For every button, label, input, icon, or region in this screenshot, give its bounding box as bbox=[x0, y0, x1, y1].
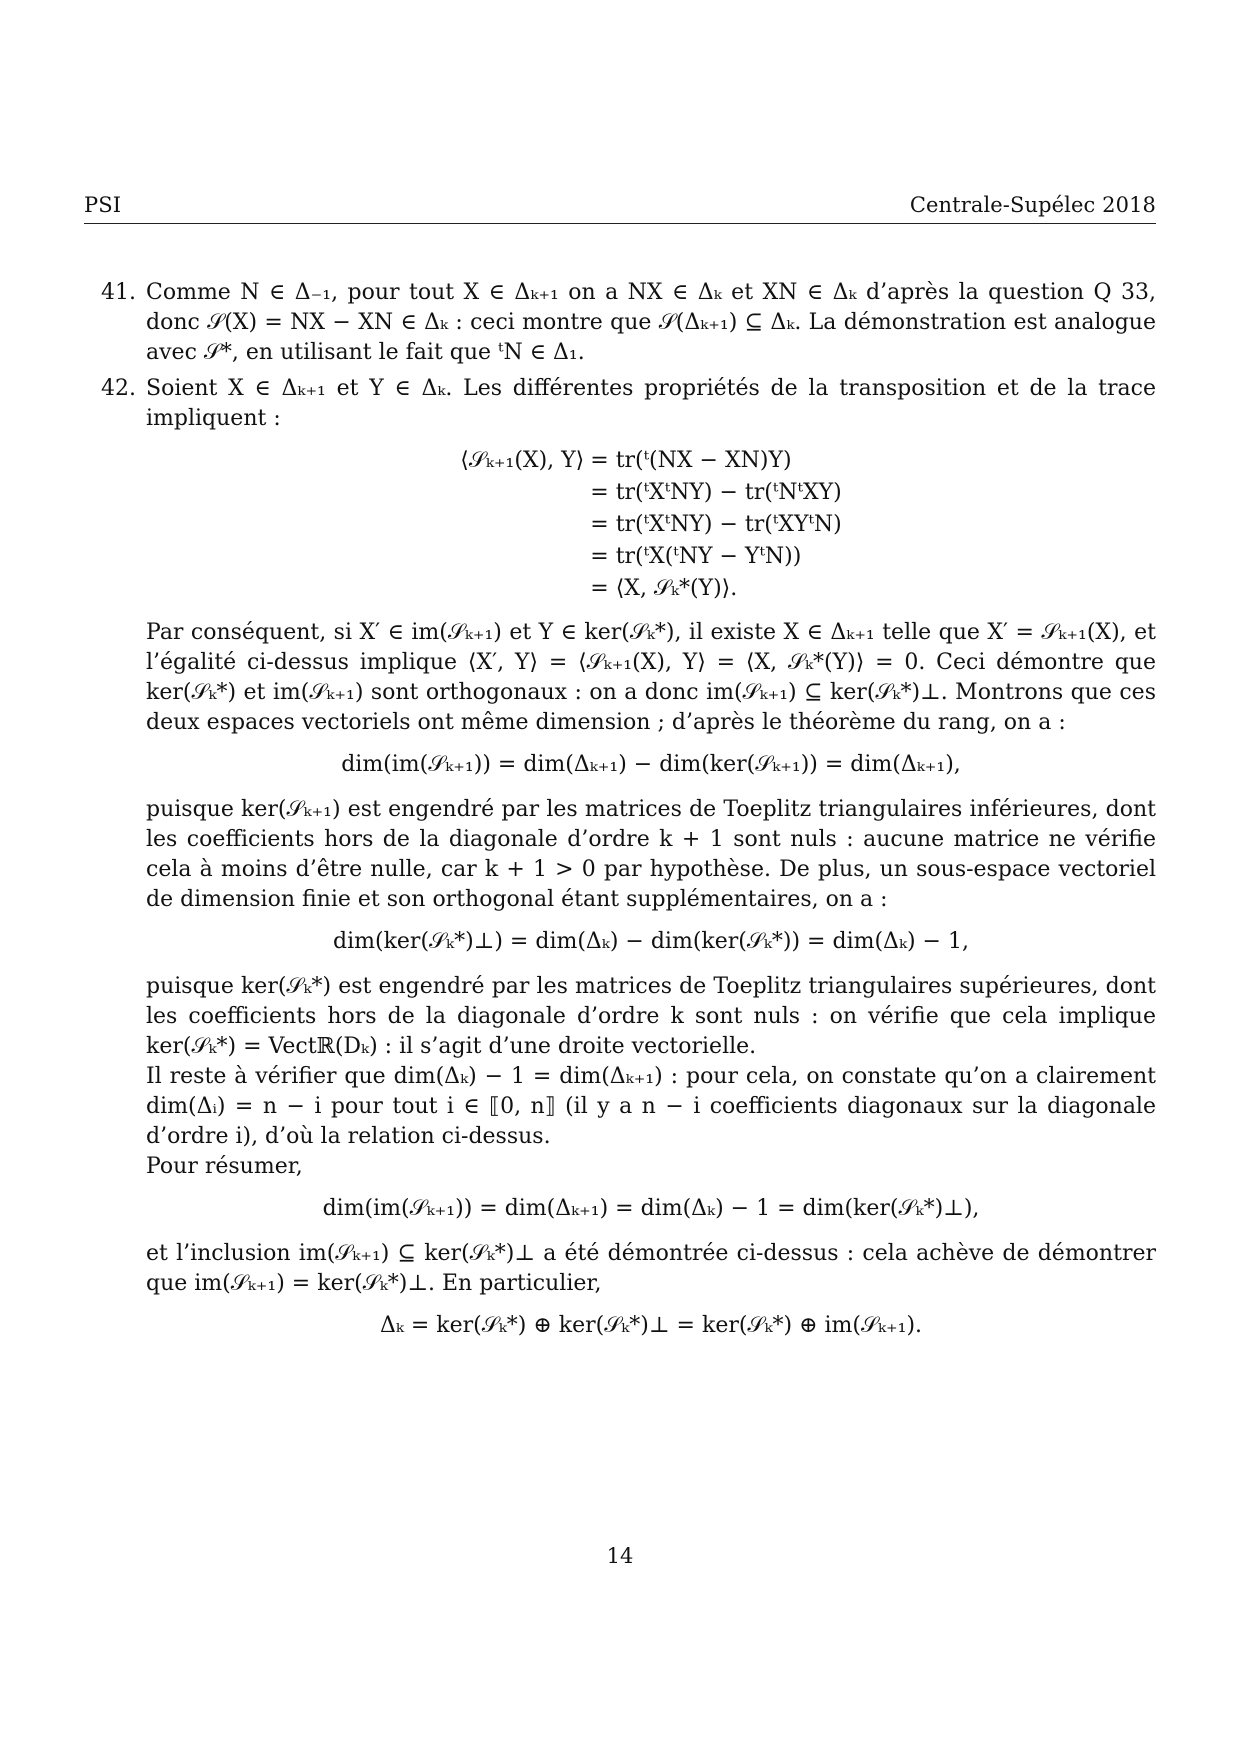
header-left: PSI bbox=[84, 193, 122, 217]
eq-rhs: = tr(ᵗXᵗNY) − tr(ᵗXYᵗN) bbox=[590, 512, 842, 537]
eq-lhs bbox=[460, 574, 584, 604]
paragraph: et l’inclusion im(𝒮ₖ₊₁) ⊆ ker(𝒮ₖ*)⊥ a été démontrée ci-dessus : cela achève de démontrer que im(𝒮ₖ₊₁) = ker(𝒮ₖ*)⊥. En particulier, bbox=[146, 1241, 1156, 1296]
display-equation: dim(im(𝒮ₖ₊₁)) = dim(Δₖ₊₁) = dim(Δₖ) − 1 = dim(ker(𝒮ₖ*)⊥), bbox=[322, 1196, 980, 1221]
item-number: 41. bbox=[101, 280, 136, 305]
eq-rhs: = tr(ᵗXᵗNY) − tr(ᵗNᵗXY) bbox=[590, 480, 842, 505]
header-right: Centrale-Supélec 2018 bbox=[909, 193, 1156, 217]
eq-rhs: = ⟨X, 𝒮ₖ*(Y)⟩. bbox=[590, 576, 738, 601]
paragraph: Comme N ∈ Δ₋₁, pour tout X ∈ Δₖ₊₁ on a NX ∈ Δₖ et XN ∈ Δₖ d’après la question Q 33, donc 𝒮(X) = NX − XN ∈ Δₖ : ceci montre que 𝒮(Δₖ₊₁) ⊆ Δₖ. La démonstration est analogue avec 𝒮*, en utilisant le fait que ᵗN ∈ Δ₁. bbox=[146, 280, 1156, 365]
display-equation: dim(ker(𝒮ₖ*)⊥) = dim(Δₖ) − dim(ker(𝒮ₖ*)) = dim(Δₖ) − 1, bbox=[333, 929, 969, 954]
eq-lhs bbox=[460, 478, 584, 508]
eq-rhs: = tr(ᵗX(ᵗNY − YᵗN)) bbox=[590, 544, 802, 569]
paragraph: Il reste à vérifier que dim(Δₖ) − 1 = dim(Δₖ₊₁) : pour cela, on constate qu’on a clairement dim(Δᵢ) = n − i pour tout i ∈ ⟦0, n⟧ (il y a n − i coefficients diagonaux sur la diagonale d’ordre i), d’où la relation ci-dessus. bbox=[146, 1064, 1156, 1149]
display-equation: Δₖ = ker(𝒮ₖ*) ⊕ ker(𝒮ₖ*)⊥ = ker(𝒮ₖ*) ⊕ im(𝒮ₖ₊₁). bbox=[379, 1313, 923, 1338]
paragraph: puisque ker(𝒮ₖ₊₁) est engendré par les matrices de Toeplitz triangulaires inférieures, dont les coefficients hors de la diagonale d’ordre k + 1 sont nuls : aucune matrice ne vérifie cela à moins d’être nulle, car k + 1 > 0 par hypothèse. De plus, un sous-espace vectoriel de dimension finie et son orthogonal étant supplémentaires, on a : bbox=[146, 797, 1156, 912]
eq-rhs: = tr(ᵗ(NX − XN)Y) bbox=[590, 448, 792, 473]
eq-lhs bbox=[460, 510, 584, 540]
document-body bbox=[84, 278, 1156, 1356]
paragraph: Par conséquent, si X′ ∈ im(𝒮ₖ₊₁) et Y ∈ ker(𝒮ₖ*), il existe X ∈ Δₖ₊₁ telle que X′ = 𝒮ₖ₊₁(X), et l’égalité ci-dessus implique ⟨X′, Y⟩ = ⟨𝒮ₖ₊₁(X), Y⟩ = ⟨X, 𝒮ₖ*(Y)⟩ = 0. Ceci démontre que ker(𝒮ₖ*) et im(𝒮ₖ₊₁) sont orthogonaux : on a donc im(𝒮ₖ₊₁) ⊆ ker(𝒮ₖ*)⊥. Montrons que ces deux espaces vectoriels ont même dimension ; d’après le théorème du rang, on a : bbox=[146, 620, 1156, 735]
eq-lhs: ⟨𝒮ₖ₊₁(X), Y⟩ bbox=[460, 448, 585, 473]
paragraph: puisque ker(𝒮ₖ*) est engendré par les matrices de Toeplitz triangulaires supérieures, dont les coefficients hors de la diagonale d’ordre k sont nuls : on vérifie que cela implique ker(𝒮ₖ*) = Vectℝ(Dₖ) : il s’agit d’une droite vectorielle. bbox=[146, 974, 1156, 1059]
aligned-equation bbox=[146, 446, 1156, 604]
item-number: 42. bbox=[101, 376, 136, 401]
paragraph-intro: Soient X ∈ Δₖ₊₁ et Y ∈ Δₖ. Les différentes propriétés de la transposition et de la trace impliquent : bbox=[146, 376, 1156, 431]
paragraph: Pour résumer, bbox=[146, 1154, 303, 1179]
display-equation: dim(im(𝒮ₖ₊₁)) = dim(Δₖ₊₁) − dim(ker(𝒮ₖ₊₁)) = dim(Δₖ₊₁), bbox=[341, 752, 961, 777]
page-number: 14 bbox=[606, 1544, 634, 1568]
page-header bbox=[84, 193, 1156, 224]
eq-lhs bbox=[460, 542, 584, 572]
item-42 bbox=[84, 374, 1156, 1341]
item-41 bbox=[84, 278, 1156, 368]
